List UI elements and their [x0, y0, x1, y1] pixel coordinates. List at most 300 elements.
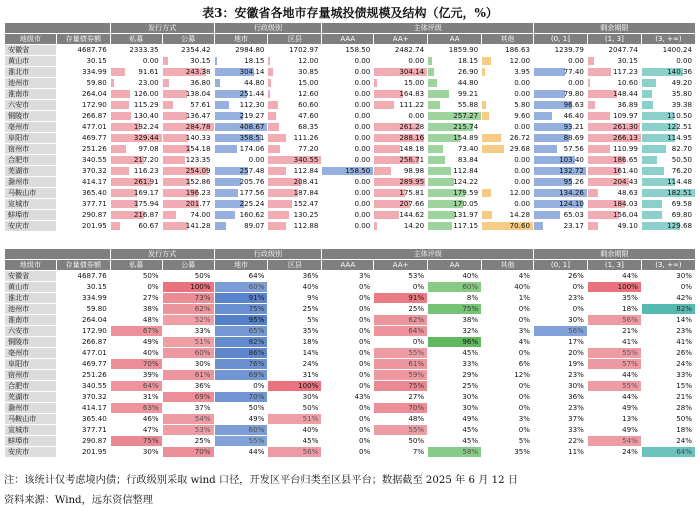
value-text: 257.48	[239, 166, 265, 175]
value-cell	[374, 133, 428, 144]
value-cell	[162, 447, 214, 458]
total-cell: 266.87	[56, 337, 110, 348]
value-cell	[482, 166, 534, 177]
value-text: 131.97	[453, 210, 479, 219]
value-text: 0%	[518, 425, 530, 434]
value-text: 36%	[302, 271, 319, 280]
value-text: 50%	[408, 436, 425, 445]
value-text: 0%	[680, 282, 692, 291]
city-cell: 蚌埠市	[5, 210, 57, 221]
value-text: 0%	[358, 425, 371, 434]
value-cell	[641, 359, 695, 370]
value-text: 174.06	[239, 144, 265, 153]
value-text: 30%	[568, 315, 584, 324]
value-cell	[214, 45, 268, 56]
value-cell	[587, 392, 641, 403]
total-cell: 290.87	[56, 436, 110, 447]
value-cell	[641, 111, 695, 122]
value-text: 1702.97	[289, 45, 319, 54]
value-text: 55%	[408, 425, 425, 434]
value-cell	[214, 67, 268, 78]
city-cell: 安徽省	[5, 271, 57, 282]
value-cell	[214, 414, 268, 425]
value-text: 0%	[518, 348, 530, 357]
value-cell	[533, 425, 587, 436]
value-cell	[374, 425, 428, 436]
value-cell	[587, 271, 641, 282]
value-text: 0.00	[354, 210, 371, 219]
data-bar	[534, 112, 552, 120]
value-text: 70%	[248, 392, 265, 401]
value-cell	[322, 122, 374, 133]
value-text: 14%	[302, 348, 319, 357]
value-cell	[268, 133, 322, 144]
value-cell	[214, 326, 268, 337]
value-text: 114.48	[667, 177, 692, 186]
value-cell	[533, 133, 587, 144]
value-cell	[110, 56, 162, 67]
value-cell	[533, 188, 587, 199]
value-cell	[482, 199, 534, 210]
value-cell	[587, 370, 641, 381]
value-text: 86%	[248, 348, 265, 357]
value-cell	[214, 304, 268, 315]
value-text: 97.08	[138, 144, 159, 153]
total-cell: 377.71	[56, 199, 110, 210]
value-text: 0.00	[354, 122, 371, 131]
value-cell	[533, 348, 587, 359]
data-bar	[642, 211, 662, 219]
city-cell: 阜阳市	[5, 133, 57, 144]
table-row	[5, 67, 696, 78]
table-title: 表3：安徽省各地市存量城投债规模及结构（亿元，%）	[202, 6, 498, 20]
value-cell	[641, 348, 695, 359]
value-text: 21%	[622, 326, 638, 335]
table-row	[5, 89, 696, 100]
total-cell: 365.40	[56, 188, 110, 199]
group-header: 行政级别	[214, 23, 322, 34]
value-cell	[268, 326, 322, 337]
source-line: 资料来源：Wind，远东资信整理	[4, 495, 153, 506]
value-cell	[162, 414, 214, 425]
value-cell	[268, 425, 322, 436]
value-cell	[482, 122, 534, 133]
value-cell	[533, 89, 587, 100]
value-text: 99.21	[457, 89, 479, 98]
value-cell	[374, 144, 428, 155]
value-cell	[374, 436, 428, 447]
value-cell	[162, 166, 214, 177]
value-cell	[268, 111, 322, 122]
data-bar	[215, 178, 242, 186]
value-cell	[428, 326, 482, 337]
data-bar	[428, 145, 443, 153]
data-bar	[428, 156, 445, 164]
value-cell	[322, 199, 374, 210]
table-row	[5, 221, 696, 232]
column-header: 地级市	[5, 260, 57, 271]
value-cell	[110, 100, 162, 111]
data-bar	[534, 68, 565, 76]
value-cell	[482, 89, 534, 100]
value-cell	[482, 293, 534, 304]
value-text: 75%	[408, 381, 425, 390]
value-cell	[533, 370, 587, 381]
value-cell	[110, 133, 162, 144]
total-cell: 340.55	[56, 381, 110, 392]
table-row	[5, 337, 696, 348]
value-cell	[110, 359, 162, 370]
value-text: 23%	[676, 326, 692, 335]
value-cell	[482, 188, 534, 199]
value-cell	[162, 392, 214, 403]
table-row	[5, 133, 696, 144]
value-cell	[428, 155, 482, 166]
total-cell: 30.15	[56, 282, 110, 293]
value-cell	[268, 221, 322, 232]
value-text: 114.95	[667, 133, 692, 142]
data-bar	[428, 167, 451, 175]
value-text: 25%	[462, 381, 479, 390]
value-cell	[533, 166, 587, 177]
value-text: 35%	[302, 326, 319, 335]
value-cell	[214, 89, 268, 100]
value-text: 31%	[302, 370, 319, 379]
value-cell	[322, 425, 374, 436]
data-bar	[111, 90, 130, 98]
value-text: 10.60	[617, 78, 638, 87]
table-row	[5, 304, 696, 315]
data-bar	[588, 101, 595, 109]
value-cell	[587, 414, 641, 425]
value-cell	[162, 188, 214, 199]
value-cell	[162, 67, 214, 78]
value-text: 123.35	[185, 155, 211, 164]
value-text: 25%	[302, 304, 319, 313]
value-cell	[641, 144, 695, 155]
value-cell	[162, 100, 214, 111]
city-cell: 宿州市	[5, 370, 57, 381]
table-row	[5, 188, 696, 199]
value-text: 115.29	[133, 100, 159, 109]
data-bar	[482, 134, 501, 142]
data-bar	[482, 68, 485, 76]
data-bar	[482, 112, 489, 120]
value-text: 43%	[354, 392, 371, 401]
value-text: 91%	[248, 293, 265, 302]
value-text: 14.28	[509, 210, 530, 219]
value-cell	[162, 304, 214, 315]
value-text: 82.70	[671, 144, 692, 153]
value-cell	[268, 122, 322, 133]
data-bar	[268, 167, 286, 175]
value-text: 201.77	[185, 199, 211, 208]
value-cell	[162, 122, 214, 133]
column-header: 地市	[214, 260, 268, 271]
value-text: 30.15	[617, 56, 638, 65]
value-text: 196.23	[185, 188, 211, 197]
data-bar	[588, 68, 611, 76]
column-header: 私募	[110, 34, 162, 45]
value-cell	[428, 144, 482, 155]
value-text: 24%	[622, 447, 638, 456]
value-text: 44%	[248, 447, 265, 456]
value-cell	[533, 45, 587, 56]
value-text: 55%	[408, 348, 425, 357]
value-text: 110.50	[667, 111, 692, 120]
value-cell	[533, 414, 587, 425]
value-cell	[587, 293, 641, 304]
value-cell	[482, 326, 534, 337]
value-text: 4%	[518, 337, 530, 346]
value-text: 0.00	[514, 155, 530, 164]
value-text: 0%	[147, 282, 159, 291]
value-cell	[268, 337, 322, 348]
value-text: 35%	[514, 447, 530, 456]
total-cell: 30.15	[56, 56, 110, 67]
value-text: 60%	[194, 348, 211, 357]
value-cell	[374, 293, 428, 304]
column-header: AAA	[322, 260, 374, 271]
value-cell	[587, 403, 641, 414]
value-cell	[162, 56, 214, 67]
data-bar	[268, 200, 292, 208]
value-cell	[641, 414, 695, 425]
data-bar	[428, 211, 455, 219]
value-cell	[322, 45, 374, 56]
total-cell: 172.90	[56, 326, 110, 337]
value-text: 17%	[568, 337, 584, 346]
value-text: 261.30	[613, 122, 638, 131]
total-cell: 365.40	[56, 414, 110, 425]
data-bar	[428, 178, 454, 186]
value-cell	[374, 337, 428, 348]
value-cell	[428, 293, 482, 304]
data-bar	[642, 200, 662, 208]
data-bar	[588, 112, 610, 120]
column-header: (0, 1]	[533, 34, 587, 45]
value-text: 38%	[142, 304, 159, 313]
value-text: 0.00	[142, 56, 159, 65]
total-cell: 334.99	[56, 293, 110, 304]
value-cell	[110, 45, 162, 56]
value-cell	[533, 67, 587, 78]
value-cell	[641, 56, 695, 67]
value-cell	[482, 403, 534, 414]
value-cell	[374, 392, 428, 403]
value-text: 63%	[142, 403, 159, 412]
city-cell: 池州市	[5, 78, 57, 89]
city-cell: 淮南市	[5, 89, 57, 100]
data-bar	[482, 101, 486, 109]
table-row	[5, 271, 696, 282]
group-header: 主体评级	[322, 23, 534, 34]
data-bar	[428, 79, 437, 87]
value-cell	[428, 447, 482, 458]
value-cell	[428, 45, 482, 56]
value-text: 112.84	[453, 166, 479, 175]
value-text: 70.60	[509, 221, 530, 230]
table-row	[5, 381, 696, 392]
value-text: 49%	[622, 425, 638, 434]
data-bar	[268, 123, 279, 131]
value-cell	[214, 403, 268, 414]
value-cell	[533, 177, 587, 188]
value-cell	[322, 392, 374, 403]
value-cell	[268, 381, 322, 392]
value-text: 27%	[142, 293, 159, 302]
value-cell	[533, 56, 587, 67]
value-text: 75%	[248, 304, 265, 313]
value-cell	[641, 89, 695, 100]
value-text: 144.62	[399, 210, 425, 219]
table-row	[5, 370, 696, 381]
value-cell	[533, 122, 587, 133]
value-text: 53%	[408, 271, 425, 280]
column-header: AA+	[374, 260, 428, 271]
value-text: 7%	[412, 447, 425, 456]
value-cell	[482, 447, 534, 458]
value-cell	[162, 89, 214, 100]
value-cell	[482, 221, 534, 232]
value-cell	[374, 304, 428, 315]
value-text: 0.00	[354, 144, 371, 153]
value-text: 22%	[568, 436, 584, 445]
value-cell	[482, 155, 534, 166]
value-cell	[162, 282, 214, 293]
value-text: 36.80	[190, 78, 211, 87]
value-text: 27%	[408, 392, 425, 401]
value-text: 1859.90	[448, 45, 479, 54]
value-text: 0%	[518, 304, 530, 313]
value-text: 112.84	[293, 166, 319, 175]
column-header: (3, +∞)	[641, 34, 695, 45]
value-cell	[641, 221, 695, 232]
value-text: 61%	[194, 370, 211, 379]
value-cell	[162, 144, 214, 155]
value-text: 0.00	[568, 56, 584, 65]
city-cell: 滁州市	[5, 177, 57, 188]
value-text: 100%	[298, 381, 319, 390]
total-cell: 370.32	[56, 392, 110, 403]
value-cell	[374, 282, 428, 293]
value-cell	[162, 348, 214, 359]
value-cell	[110, 381, 162, 392]
city-cell: 铜陵市	[5, 337, 57, 348]
data-bar	[374, 222, 376, 230]
value-text: 3%	[518, 326, 530, 335]
value-cell	[214, 282, 268, 293]
value-text: 45%	[302, 436, 319, 445]
data-bar	[163, 211, 176, 219]
value-text: 3%	[518, 414, 530, 423]
table-row	[5, 425, 696, 436]
table-row	[5, 447, 696, 458]
value-cell	[110, 144, 162, 155]
value-cell	[268, 199, 322, 210]
value-cell	[374, 67, 428, 78]
value-cell	[374, 326, 428, 337]
value-cell	[110, 271, 162, 282]
value-text: 65%	[248, 326, 265, 335]
value-text: 158.50	[345, 166, 371, 175]
value-cell	[641, 447, 695, 458]
value-text: 54%	[194, 414, 211, 423]
value-cell	[482, 100, 534, 111]
value-cell	[428, 403, 482, 414]
value-cell	[110, 199, 162, 210]
data-bar	[428, 68, 434, 76]
value-text: 65.03	[563, 210, 584, 219]
value-text: 5%	[307, 315, 319, 324]
value-text: 40%	[302, 282, 319, 291]
value-text: 136.47	[185, 111, 211, 120]
value-text: 0%	[518, 381, 530, 390]
value-cell	[374, 89, 428, 100]
value-cell	[268, 293, 322, 304]
table-row	[5, 122, 696, 133]
value-text: 0%	[572, 282, 584, 291]
value-text: 50%	[302, 403, 319, 412]
value-cell	[110, 447, 162, 458]
value-cell	[162, 155, 214, 166]
value-cell	[428, 199, 482, 210]
total-cell: 334.99	[56, 67, 110, 78]
column-header: AA+	[374, 34, 428, 45]
value-cell	[322, 78, 374, 89]
value-cell	[268, 166, 322, 177]
value-text: 0%	[358, 326, 371, 335]
value-text: 69.80	[671, 210, 692, 219]
value-text: 59%	[408, 370, 425, 379]
city-cell: 铜陵市	[5, 111, 57, 122]
city-cell: 淮北市	[5, 67, 57, 78]
value-text: 44%	[622, 271, 638, 280]
value-text: 0.00	[354, 89, 371, 98]
value-cell	[374, 315, 428, 326]
value-cell	[162, 315, 214, 326]
city-cell: 合肥市	[5, 155, 57, 166]
city-cell: 亳州市	[5, 348, 57, 359]
value-cell	[587, 133, 641, 144]
value-cell	[428, 166, 482, 177]
value-cell	[162, 370, 214, 381]
value-cell	[110, 337, 162, 348]
city-cell: 安徽省	[5, 45, 57, 56]
value-text: 44.80	[457, 78, 479, 87]
data-bar	[268, 112, 275, 120]
value-cell	[428, 177, 482, 188]
table-row	[5, 177, 696, 188]
value-text: 68.35	[298, 122, 319, 131]
value-cell	[268, 89, 322, 100]
value-text: 36.89	[617, 100, 638, 109]
value-text: 48.63	[617, 188, 638, 197]
value-cell	[162, 403, 214, 414]
value-text: 49%	[622, 403, 638, 412]
value-text: 0%	[358, 447, 371, 456]
value-text: 0.00	[354, 155, 371, 164]
value-cell	[587, 436, 641, 447]
value-text: 0.00	[354, 133, 371, 142]
value-text: 38%	[462, 315, 479, 324]
value-cell	[268, 447, 322, 458]
value-text: 47%	[142, 425, 159, 434]
value-text: 0.00	[676, 56, 692, 65]
data-bar	[428, 90, 448, 98]
value-text: 37%	[194, 403, 211, 412]
table-row	[5, 392, 696, 403]
